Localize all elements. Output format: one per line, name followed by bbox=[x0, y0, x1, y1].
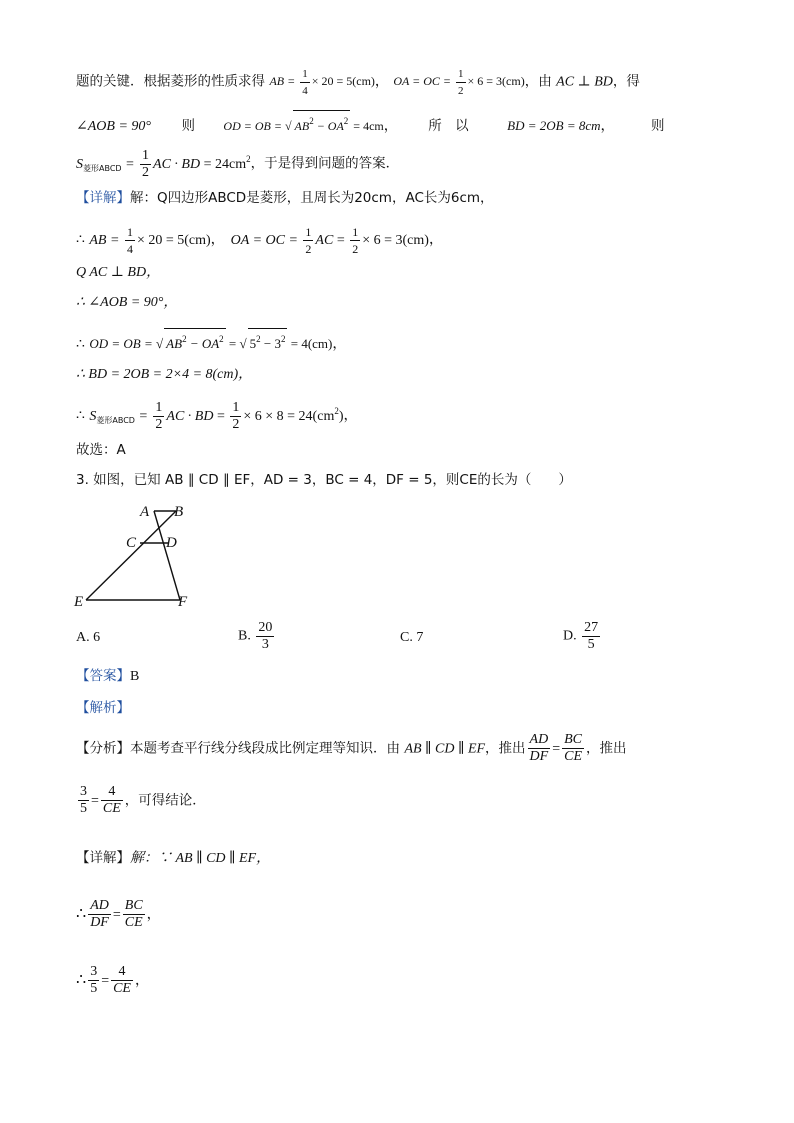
intro-suoyi: 所 以 bbox=[428, 118, 469, 134]
option-b-num: 20 bbox=[258, 620, 273, 635]
frac-bc: BC bbox=[564, 732, 583, 747]
analysis-tag: 【解析】 bbox=[76, 700, 130, 716]
eq-oa: OA = OC = $\frac{1}{2}$ × 6 = 3(cm) bbox=[393, 68, 525, 97]
detail-frac-3: 3 bbox=[90, 964, 98, 979]
detail3-line-3: ∴ $\frac{3}{5}$ = $\frac{4}{CE}$ ， bbox=[76, 964, 149, 996]
frac-5: 5 bbox=[80, 801, 87, 816]
label-a: A bbox=[140, 504, 150, 520]
option-b-den: 3 bbox=[261, 637, 269, 652]
intro-area-eq: $S_{菱形ABCD}$ = $\frac{1}{2}$ AC · BD = $24cm^2$ bbox=[76, 148, 251, 180]
intro-line-1: 题的关键．根据菱形的性质求得 AB = $\frac{1}{4}$ × 20 = 5(cm)， OA = OC = $\frac{1}{2}$ × 6 = 3(cm)，由 AC ⊥ BD，得 bbox=[76, 68, 640, 97]
intro-line-2: ∠AOB = 90° 则 OD = OB = √ $AB^2 - OA^2 = 4cm$， 所 以 BD = 2OB = 8cm， 则 bbox=[76, 110, 664, 137]
answer-line bbox=[76, 666, 139, 687]
label-d: D bbox=[166, 535, 177, 551]
detail-frac-4: 4 bbox=[111, 964, 133, 981]
detail1-line-4 bbox=[76, 292, 177, 313]
detail3-text-1: 解：∵ AB ∥ CD ∥ EF， bbox=[130, 851, 271, 866]
segment-ae bbox=[86, 511, 176, 600]
option-c-value: 7 bbox=[416, 630, 424, 645]
label-f: F bbox=[178, 594, 188, 610]
intro-line-3 bbox=[76, 148, 399, 181]
detail1-line-1 bbox=[76, 188, 494, 208]
detail1-line-2: ∴ AB = $\frac{1}{4}$ × 20 = 5(cm)， OA = OC = $\frac{1}{2}$ AC = $\frac{1}{2}$ × 6 = 3(cm)， bbox=[76, 225, 443, 256]
label-e: E bbox=[74, 594, 84, 610]
detail3-line-1 bbox=[76, 848, 270, 869]
intro-text-a: 题的关键．根据菱形的性质求得 bbox=[76, 73, 265, 90]
answer-tag: 【答案】 bbox=[76, 668, 130, 684]
label-c: C bbox=[126, 535, 137, 551]
detail-frac-df: DF bbox=[90, 915, 109, 930]
intro-text-c: ，得 bbox=[612, 73, 640, 90]
eq-ab: AB = $\frac{1}{4}$ × 20 = 5(cm) bbox=[269, 68, 375, 97]
option-d-label: D. bbox=[563, 628, 581, 644]
option-c-label: C. bbox=[400, 630, 417, 645]
detail-frac-bc: BC bbox=[124, 898, 143, 913]
segment-bf bbox=[154, 511, 180, 600]
intro-angle: ∠AOB = 90° bbox=[76, 119, 151, 134]
fenxi-text: 本题考查平行线分线段成比例定理等知识．由 bbox=[130, 740, 400, 757]
intro-ze-2: 则 bbox=[650, 118, 665, 134]
fenxi-line-2: $\frac{3}{5}$ = $\frac{4}{CE}$ ，可得结论． bbox=[80, 784, 206, 816]
frac-ce: CE bbox=[564, 749, 583, 764]
intro-text-b: ，由 bbox=[524, 73, 552, 90]
geometry-figure bbox=[70, 500, 210, 612]
fenxi-parallel: AB ∥ CD ∥ EF bbox=[404, 741, 486, 757]
detail1-text-3: Q AC ⊥ BD， bbox=[76, 265, 161, 280]
answer-value: B bbox=[130, 669, 140, 684]
detail1-line-3 bbox=[76, 262, 160, 283]
detail1-text-1: 解：Q四边形ABCD是菱形，且周长为20cm，AC长为6cm， bbox=[130, 190, 494, 206]
option-d-num: 27 bbox=[584, 620, 599, 635]
detail1-line-8 bbox=[76, 440, 126, 460]
detail-frac-5: 5 bbox=[90, 981, 98, 996]
intro-bd: BD = 2OB = 8cm bbox=[507, 118, 601, 133]
analysis-line bbox=[76, 698, 130, 718]
frac-3: 3 bbox=[80, 784, 87, 799]
question-3-stem bbox=[76, 470, 572, 490]
fenxi-push: ，推出 bbox=[485, 740, 526, 757]
intro-od-eq: OD = OB = √ $AB^2 - OA^2 = 4cm$ bbox=[223, 119, 383, 133]
detail3-tag: 【详解】 bbox=[76, 850, 130, 866]
option-a[interactable] bbox=[76, 630, 100, 646]
detail1-line-7: ∴ $S_{菱形ABCD}$ = $\frac{1}{2}$ AC · BD = $\frac{1}{2}$ × $6 \times 8 = 24(cm^2)$， bbox=[76, 400, 358, 432]
detail1-text-6: ∴ BD = 2OB = 2×4 = 8(cm)， bbox=[76, 367, 253, 382]
option-b-label: B. bbox=[238, 628, 255, 644]
intro-perp: AC ⊥ BD bbox=[556, 74, 613, 90]
option-d-den: 5 bbox=[587, 637, 595, 652]
detail3-line-2: ∴ $\frac{AD}{DF}$ = $\frac{BC}{CE}$ ， bbox=[76, 898, 161, 930]
fenxi-conclude: ，可得结论． bbox=[124, 792, 206, 809]
intro-ze-1: 则 bbox=[181, 118, 195, 134]
frac-ad: AD bbox=[529, 732, 549, 747]
fenxi-line: 【分析】本题考查平行线分线段成比例定理等知识．由 AB ∥ CD ∥ EF，推出 $\frac{AD}{DF}$ = $\frac{BC}{CE}$ ，推出 bbox=[76, 732, 627, 764]
detail-frac-ce-2: CE bbox=[113, 981, 131, 996]
frac-4: 4 bbox=[101, 784, 123, 801]
detail1-text-8: 故选：A bbox=[76, 442, 126, 458]
detail-frac-ad: AD bbox=[90, 898, 109, 913]
detail-frac-ce: CE bbox=[124, 915, 143, 930]
option-b[interactable] bbox=[238, 620, 276, 653]
option-a-value: 6 bbox=[93, 630, 101, 645]
option-c[interactable] bbox=[400, 630, 423, 646]
frac-df: DF bbox=[529, 749, 549, 764]
detail1-line-5: ∴ OD = OB = √ $AB^2 - OA^2$ = √ $5^2 - 3^2 = 4(cm)$， bbox=[76, 328, 346, 355]
option-a-label: A. bbox=[76, 630, 94, 645]
option-d[interactable] bbox=[563, 620, 602, 653]
fenxi-tag: 【分析】 bbox=[76, 740, 130, 757]
detail1-line-6 bbox=[76, 364, 252, 385]
intro-tail: ，于是得到问题的答案． bbox=[250, 155, 400, 172]
frac-ce-2: CE bbox=[102, 801, 121, 816]
detail-tag: 【详解】 bbox=[76, 190, 130, 206]
question-3-text: 3. 如图，已知 AB ∥ CD ∥ EF，AD = 3，BC = 4，DF = 5，则CE的长为（ ） bbox=[76, 472, 572, 488]
fenxi-push-2: ，推出 bbox=[586, 740, 627, 757]
detail1-text-4: ∴ ∠AOB = 90°， bbox=[76, 295, 178, 310]
label-b: B bbox=[174, 504, 184, 520]
